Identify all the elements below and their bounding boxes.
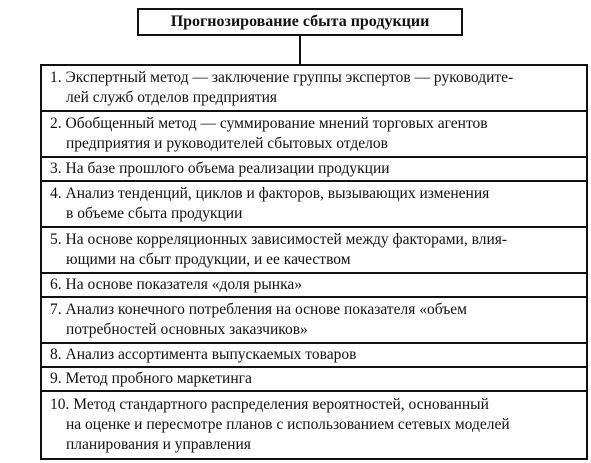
method-6-line-1: 6. На основе показателя «доля рынка» (50, 276, 303, 293)
method-2-line-1: 2. Обобщенный метод — суммирование мнений торговых агентов (50, 115, 488, 132)
method-item-10 (42, 392, 586, 458)
method-4-line-2: в объеме сбыта продукции (66, 205, 243, 222)
methods-list (40, 64, 588, 460)
method-10-line-2: на оценке и пересмотре планов с использованием сетевых моделей (66, 416, 510, 433)
method-1-line-1: 1. Экспертный метод — заключение группы экспертов — руководите- (50, 69, 514, 86)
diagram-title: Прогнозирование сбыта продукции (170, 13, 430, 30)
method-5-line-2: ющими на сбыт продукции, и ее качеством (66, 251, 351, 268)
method-10-line-1: 10. Метод стандартного распределения вероятностей, основанный (50, 396, 489, 413)
method-item-3 (42, 158, 586, 182)
method-10-line-3: планирования и управления (66, 436, 251, 453)
method-item-8 (42, 344, 586, 368)
method-item-9 (42, 368, 586, 392)
method-7-line-1: 7. Анализ конечного потребления на основе показателя «объем (50, 301, 467, 318)
method-8-line-1: 8. Анализ ассортимента выпускаемых товаров (50, 346, 357, 363)
method-item-5 (42, 228, 586, 274)
method-item-7 (42, 298, 586, 344)
connector-line (299, 36, 301, 64)
method-4-line-1: 4. Анализ тенденций, циклов и факторов, вызывающих изменения (50, 185, 490, 202)
method-5-line-1: 5. На основе корреляционных зависимостей между факторами, влия- (50, 231, 508, 248)
diagram-title-box (137, 8, 463, 36)
method-2-line-2: предприятия и руководителей сбытовых отделов (66, 135, 388, 152)
method-item-4 (42, 182, 586, 228)
method-7-line-2: потребностей основных заказчиков» (66, 321, 308, 338)
method-1-line-2: лей служб отделов предприятия (66, 89, 278, 106)
method-9-line-1: 9. Метод пробного маркетинга (50, 370, 252, 387)
method-item-6 (42, 274, 586, 298)
method-item-2 (42, 112, 586, 158)
method-3-line-1: 3. На базе прошлого объема реализации продукции (50, 160, 390, 177)
method-item-1 (42, 66, 586, 112)
